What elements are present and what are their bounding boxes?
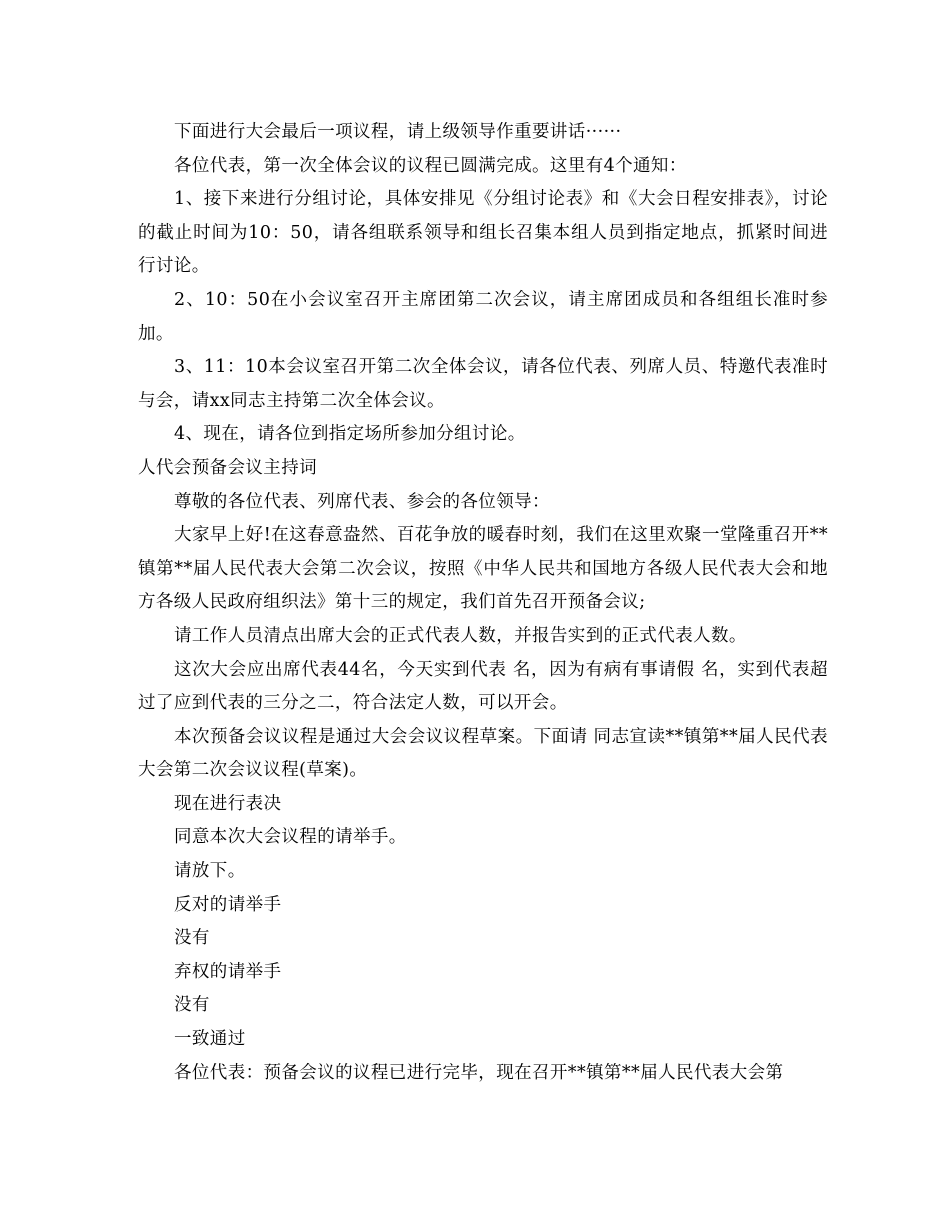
paragraph-vote-start: 现在进行表决: [174, 793, 282, 814]
paragraph-none-1: 没有: [174, 928, 210, 949]
paragraph-notice-2: 2、10：50在小会议室召开主席团第二次会议，请主席团成员和各组组长准时参加。: [138, 289, 828, 344]
section-title: 人代会预备会议主持词: [138, 457, 317, 478]
paragraph-notice-1: 1、接下来进行分组讨论，具体安排见《分组讨论表》和《大会日程安排表》，讨论的截止时间为10：50，请各组联系领导和组长召集本组人员到指定地点，抓紧时间进行讨论。: [138, 189, 828, 277]
paragraph-attendance: 这次大会应出席代表44名，今天实到代表 名，因为有病有事请假 名，实到代表超过了应到代表的三分之二，符合法定人数，可以开会。: [138, 659, 828, 714]
paragraph-vote-oppose: 反对的请举手: [174, 894, 282, 915]
paragraph-closing: 各位代表：预备会议的议程已进行完毕，现在召开**镇第**届人民代表大会第: [174, 1062, 784, 1083]
paragraph-unanimous: 一致通过: [174, 1029, 246, 1050]
paragraph-salutation: 尊敬的各位代表、列席代表、参会的各位领导：: [174, 491, 550, 512]
paragraph-headcount-request: 请工作人员清点出席大会的正式代表人数，并报告实到的正式代表人数。: [174, 625, 747, 646]
paragraph-greeting: 大家早上好!在这春意盎然、百花争放的暖春时刻，我们在这里欢聚一堂隆重召开**镇第**届人民代表大会第二次会议，按照《中华人民共和国地方各级人民代表大会和地方各级人民政府组织法》第十三的规定，我们首先召开预备会议;: [138, 525, 828, 613]
paragraph-final-agenda: 下面进行大会最后一项议程，请上级领导作重要讲话······: [174, 122, 622, 142]
paragraph-vote-abstain: 弃权的请举手: [174, 961, 282, 982]
document-body: [138, 116, 828, 1090]
paragraph-hands-down: 请放下。: [174, 861, 246, 882]
paragraph-agenda-draft: 本次预备会议议程是通过大会会议议程草案。下面请 同志宣读**镇第**届人民代表大会第二次会议议程(草案)。: [138, 726, 828, 781]
paragraph-notice-3: 3、11：10本会议室召开第二次全体会议，请各位代表、列席人员、特邀代表准时与会，请xx同志主持第二次全体会议。: [138, 357, 828, 411]
paragraph-vote-agree: 同意本次大会议程的请举手。: [174, 827, 407, 848]
paragraph-notice-4: 4、现在，请各位到指定场所参加分组讨论。: [174, 424, 526, 445]
paragraph-notice-intro: 各位代表，第一次全体会议的议程已圆满完成。这里有4个通知：: [174, 155, 687, 176]
paragraph-none-2: 没有: [174, 995, 210, 1016]
